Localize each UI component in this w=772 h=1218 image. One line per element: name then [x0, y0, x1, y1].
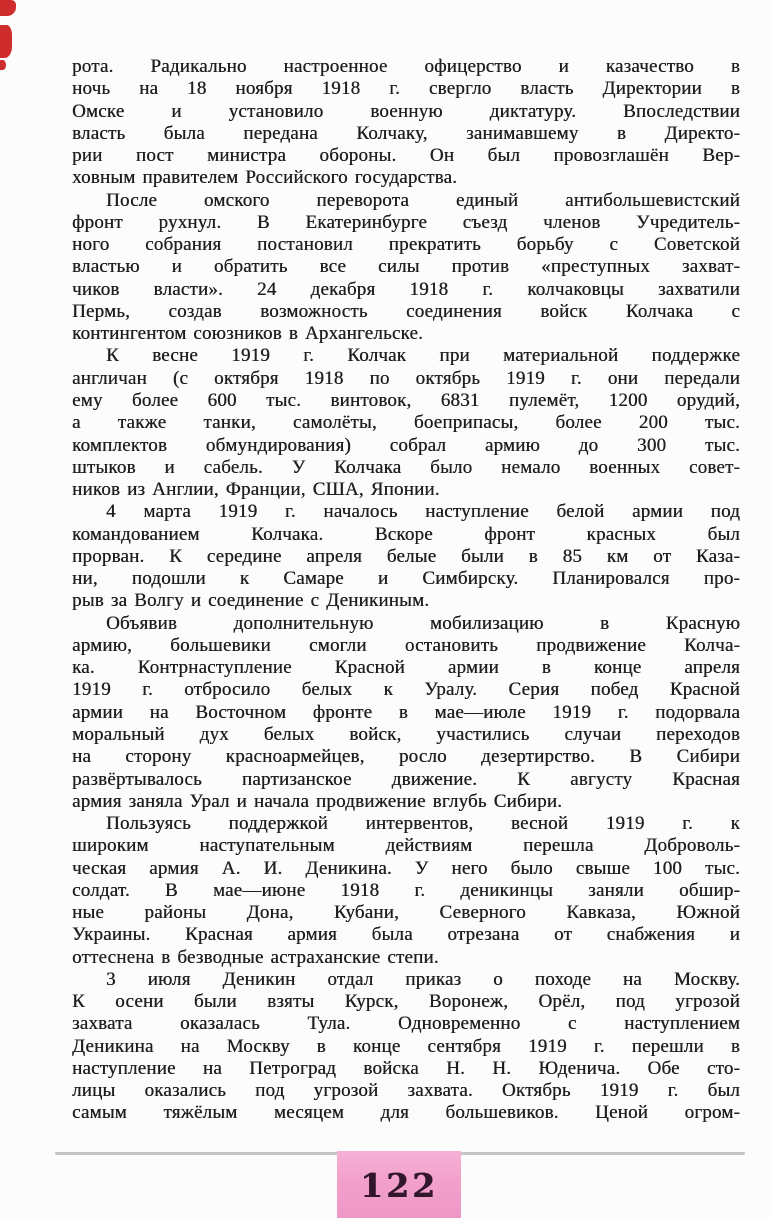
- text-line: солдат. В мае—июне 1918 г. деникинцы заняли обшир-: [72, 879, 740, 901]
- paragraph: [72, 613, 740, 813]
- text-line: на сторону красноармейцев, росло дезертирство. В Сибири: [72, 746, 740, 768]
- text-line: контингентом союзников в Архангельске.: [72, 323, 424, 345]
- text-line: Пермь, создав возможность соединения войск Колчака с: [72, 300, 740, 322]
- text-line: ночь на 18 ноября 1918 г. свергло власть Директории в: [72, 78, 740, 100]
- text-line: лицы оказались под угрозой захвата. Октябрь 1919 г. был: [72, 1080, 740, 1102]
- text-line: ного собрания постановил прекратить борьбу с Советской: [72, 234, 740, 256]
- text-line: рота. Радикально настроенное офицерство и казачество в: [72, 56, 740, 77]
- text-line: власть была передана Колчаку, занимавшему в Директо-: [72, 122, 740, 144]
- text-line: самым тяжёлым месяцем для большевиков. Ценой огром-: [72, 1102, 740, 1124]
- text-line: оттеснена в безводные астраханские степи.: [72, 946, 439, 968]
- text-line: Омске и установило военную диктатуру. Впоследствии: [72, 100, 740, 122]
- paragraph: [72, 56, 740, 190]
- text-line: широким наступательным действиям перешла Доброволь-: [72, 835, 740, 857]
- text-line: ка. Контрнаступление Красной армии в конце апреля: [72, 657, 740, 679]
- text-line: 3 июля Деникин отдал приказ о походе на Москву.: [106, 968, 740, 990]
- text-line: армия заняла Урал и начала продвижение вглубь Сибири.: [72, 790, 563, 812]
- paragraph: [72, 190, 740, 346]
- text-line: штыков и сабель. У Колчака было немало военных совет-: [72, 456, 740, 478]
- text-line: Пользуясь поддержкой интервентов, весной 1919 г. к: [106, 813, 740, 835]
- paragraph: [72, 345, 740, 501]
- text-line: рыв за Волгу и соединение с Деникиным.: [72, 590, 430, 612]
- text-line: развёртывалось партизанское движение. К августу Красная: [72, 768, 740, 790]
- paragraph: [72, 969, 740, 1125]
- red-ink-mark-dot: [0, 60, 6, 70]
- text-line: наступление на Петроград войска Н. Н. Юденича. Обе сто-: [72, 1057, 740, 1079]
- text-line: рии пост министра обороны. Он был провозглашён Вер-: [72, 145, 740, 167]
- text-line: комплектов обмундирования) собрал армию до 300 тыс.: [72, 434, 740, 456]
- text-line: Объявив дополнительную мобилизацию в Красную: [106, 612, 740, 634]
- text-line: англичан (с октября 1918 по октябрь 1919 г. они передали: [72, 367, 740, 389]
- text-line: ные районы Дона, Кубани, Северного Кавказа, Южной: [72, 902, 740, 924]
- text-line: фронт рухнул. В Екатеринбурге съезд членов Учредитель-: [72, 211, 740, 233]
- text-line: К весне 1919 г. Колчак при материальной поддержке: [106, 345, 740, 367]
- paragraph: [72, 501, 740, 612]
- text-line: 4 марта 1919 г. началось наступление белой армии под: [106, 501, 740, 523]
- text-line: Украины. Красная армия была отрезана от снабжения и: [72, 924, 740, 946]
- red-ink-mark-edge: [0, 25, 12, 58]
- text-line: армии на Восточном фронте в мае—июле 1919 г. подорвала: [72, 701, 740, 723]
- page-number-box: [337, 1151, 461, 1218]
- text-line: прорван. К середине апреля белые были в 85 км от Каза-: [72, 545, 740, 567]
- text-line: ников из Англии, Франции, США, Японии.: [72, 479, 440, 501]
- text-line: чиков власти». 24 декабря 1918 г. колчаковцы захватили: [72, 278, 740, 300]
- text-line: захвата оказалась Тула. Одновременно с наступлением: [72, 1013, 740, 1035]
- text-line: 1919 г. отбросило белых к Уралу. Серия побед Красной: [72, 679, 740, 701]
- page-text: [72, 56, 740, 1125]
- text-line: властью и обратить все силы против «преступных захват-: [72, 256, 740, 278]
- text-line: После омского переворота единый антибольшевистский: [106, 189, 740, 211]
- text-line: ему более 600 тыс. винтовок, 6831 пулемёт, 1200 орудий,: [72, 389, 740, 411]
- text-line: моральный дух белых войск, участились случаи переходов: [72, 723, 740, 745]
- text-line: а также танки, самолёты, боеприпасы, более 200 тыс.: [72, 412, 740, 434]
- red-ink-mark-corner: [0, 0, 16, 16]
- text-line: ховным правителем Российского государства.: [72, 167, 458, 189]
- paragraph: [72, 813, 740, 969]
- text-line: Деникина на Москву в конце сентября 1919 г. перешли в: [72, 1035, 740, 1057]
- text-line: К осени были взяты Курск, Воронеж, Орёл, под угрозой: [72, 991, 740, 1013]
- text-line: армию, большевики смогли остановить продвижение Колча-: [72, 634, 740, 656]
- text-line: ни, подошли к Самаре и Симбирску. Планировался про-: [72, 568, 740, 590]
- page-number: 122: [360, 1166, 438, 1205]
- text-line: ческая армия А. И. Деникина. У него было свыше 100 тыс.: [72, 857, 740, 879]
- text-line: командованием Колчака. Вскоре фронт красных был: [72, 523, 740, 545]
